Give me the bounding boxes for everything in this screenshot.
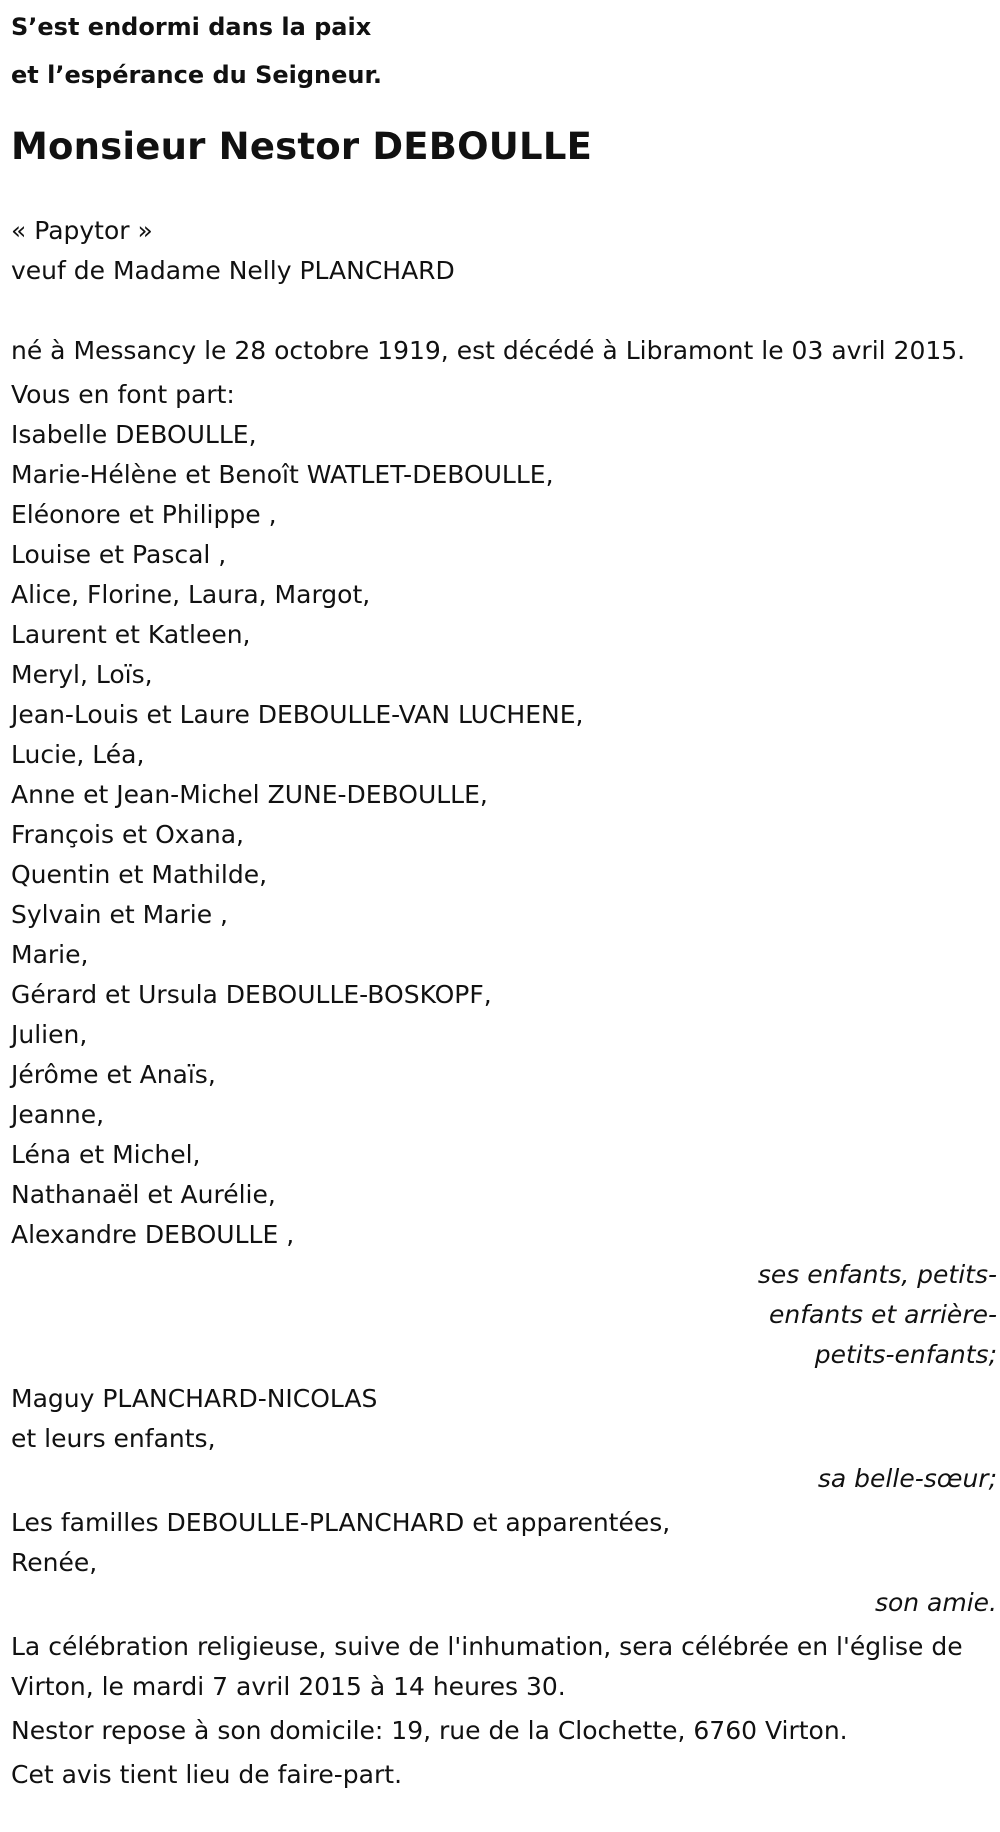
family-member: Alexandre DEBOULLE ,: [11, 1220, 295, 1249]
family-member: Gérard et Ursula DEBOULLE-BOSKOPF,: [11, 980, 492, 1009]
family-member: Laurent et Katleen,: [11, 620, 251, 649]
sister-in-law-children: et leurs enfants,: [11, 1424, 216, 1453]
family-member: Marie-Hélène et Benoît WATLET-DEBOULLE,: [11, 460, 554, 489]
family-member: Alice, Florine, Laura, Margot,: [11, 580, 371, 609]
family-member: François et Oxana,: [11, 820, 244, 849]
role-children-line-2: enfants et arrière-: [769, 1300, 997, 1329]
friend-name: Renée,: [11, 1548, 98, 1577]
role-sister-in-law: sa belle-sœur;: [817, 1464, 997, 1493]
birth-death: né à Messancy le 28 octobre 1919, est décédé à Libramont le 03 avril 2015.: [11, 336, 966, 365]
sister-in-law-block: [11, 1379, 997, 1459]
family-member: Sylvain et Marie ,: [11, 900, 228, 929]
role-children-line-3: petits-enfants;: [814, 1340, 997, 1369]
families-block: [11, 1503, 997, 1583]
intro-verse: [11, 3, 997, 99]
family-member: Jérôme et Anaïs,: [11, 1060, 216, 1089]
family-member: Anne et Jean-Michel ZUNE-DEBOULLE,: [11, 780, 488, 809]
widower-of: veuf de Madame Nelly PLANCHARD: [11, 256, 455, 285]
family-member: Lucie, Léa,: [11, 740, 145, 769]
family-member: Eléonore et Philippe ,: [11, 500, 277, 529]
family-member: Jeanne,: [11, 1100, 105, 1129]
family-member: Julien,: [11, 1020, 88, 1049]
notice-text: Cet avis tient lieu de faire-part.: [11, 1760, 403, 1789]
announce-intro: Vous en font part:: [11, 380, 235, 409]
families-line: Les familles DEBOULLE-PLANCHARD et apparentées,: [11, 1508, 671, 1537]
obituary-notice: [11, 0, 997, 1795]
intro-line-1: S’est endormi dans la paix: [11, 13, 372, 41]
family-member: Nathanaël et Aurélie,: [11, 1180, 276, 1209]
deceased-name: Monsieur Nestor DEBOULLE: [11, 125, 593, 168]
family-member: Louise et Pascal ,: [11, 540, 227, 569]
family-member: Isabelle DEBOULLE,: [11, 420, 257, 449]
role-children-line-1: ses enfants, petits-: [757, 1260, 997, 1289]
family-announce: [11, 375, 997, 1255]
family-member: Léna et Michel,: [11, 1140, 201, 1169]
family-member: Marie,: [11, 940, 89, 969]
family-member: Jean-Louis et Laure DEBOULLE-VAN LUCHENE,: [11, 700, 584, 729]
role-children: [751, 1255, 997, 1375]
ceremony-info: La célébration religieuse, suive de l'inhumation, sera célébrée en l'église de Virton, le mardi 7 avril 2015 à 14 heures 30.: [11, 1632, 963, 1701]
family-member: Meryl, Loïs,: [11, 660, 153, 689]
intro-line-2: et l’espérance du Seigneur.: [11, 61, 383, 89]
rest-place: Nestor repose à son domicile: 19, rue de la Clochette, 6760 Virton.: [11, 1716, 848, 1745]
role-friend: son amie.: [874, 1588, 997, 1617]
nickname: « Papytor »: [11, 216, 153, 245]
family-member: Quentin et Mathilde,: [11, 860, 268, 889]
sister-in-law-name: Maguy PLANCHARD-NICOLAS: [11, 1384, 378, 1413]
deceased-details: [11, 211, 997, 291]
